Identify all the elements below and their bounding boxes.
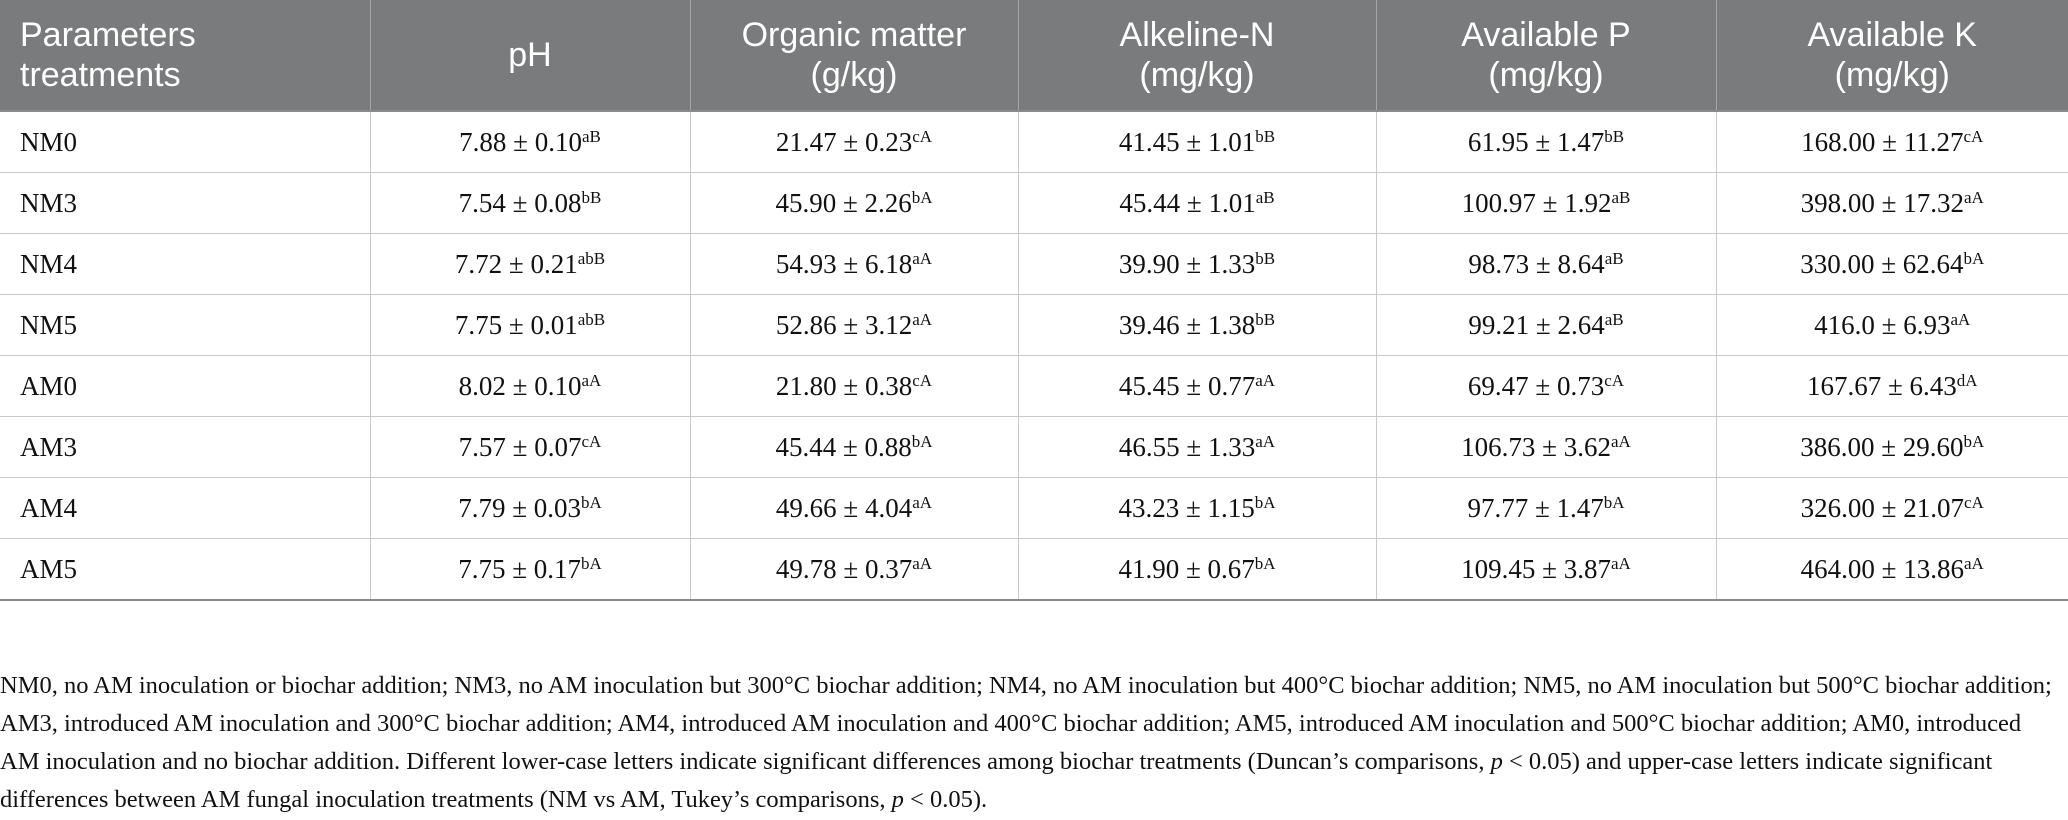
- significance-letters: aA: [1611, 553, 1631, 573]
- significance-letters: aA: [1964, 187, 1984, 207]
- value-text: 46.55 ± 1.33: [1118, 431, 1256, 462]
- organic-matter-cell: [690, 111, 1018, 173]
- ph-cell: [370, 111, 690, 173]
- significance-letters: cA: [912, 126, 933, 146]
- significance-letters: bA: [1254, 553, 1276, 573]
- alkeline-n-cell: [1018, 356, 1376, 417]
- value-text: 39.90 ± 1.33: [1118, 248, 1256, 279]
- ph-cell: [370, 356, 690, 417]
- header-treatments: [0, 0, 370, 111]
- ph-cell: [370, 478, 690, 539]
- available-k-cell: [1716, 234, 2068, 295]
- organic-matter-cell: [690, 295, 1018, 356]
- significance-letters: aB: [581, 126, 601, 146]
- value-text: 97.77 ± 1.47: [1467, 492, 1604, 523]
- ph-cell: [370, 295, 690, 356]
- ph-cell: [370, 234, 690, 295]
- header-row: [0, 0, 2068, 111]
- table-row: [0, 295, 2068, 356]
- organic-matter-cell: [690, 234, 1018, 295]
- table-header: [0, 0, 2068, 111]
- value-text: 43.23 ± 1.15: [1118, 492, 1255, 523]
- header-alkeline-n: [1018, 0, 1376, 111]
- significance-letters: aA: [1611, 431, 1631, 451]
- significance-letters: aA: [1255, 370, 1276, 390]
- header-available-k: [1716, 0, 2068, 111]
- alkeline-n-cell: [1018, 478, 1376, 539]
- alkeline-n-cell: [1018, 111, 1376, 173]
- header-line: treatments: [20, 56, 181, 94]
- organic-matter-cell: [690, 173, 1018, 234]
- alkeline-n-cell: [1018, 234, 1376, 295]
- significance-letters: bB: [1604, 126, 1625, 146]
- value-text: 45.45 ± 0.77: [1118, 370, 1256, 401]
- value-text: 7.54 ± 0.08: [458, 187, 582, 218]
- value-text: 39.46 ± 1.38: [1118, 309, 1256, 340]
- significance-letters: cA: [912, 370, 933, 390]
- available-p-cell: [1376, 295, 1716, 356]
- significance-letters: bA: [1963, 248, 1985, 268]
- treatment-cell: AM0: [0, 356, 370, 417]
- significance-letters: dA: [1956, 370, 1978, 390]
- significance-letters: aA: [581, 370, 602, 390]
- value-text: 168.00 ± 11.27: [1801, 126, 1964, 157]
- footnote-p-symbol: p: [1490, 748, 1503, 775]
- value-text: 7.88 ± 0.10: [459, 126, 582, 157]
- available-p-cell: [1376, 356, 1716, 417]
- alkeline-n-cell: [1018, 417, 1376, 478]
- header-ph: [370, 0, 690, 111]
- value-text: 100.97 ± 1.92: [1461, 187, 1612, 218]
- treatment-cell: NM4: [0, 234, 370, 295]
- header-line: Available K: [1807, 16, 1977, 54]
- organic-matter-cell: [690, 539, 1018, 601]
- table-row: [0, 173, 2068, 234]
- header-line: Available P: [1461, 16, 1631, 54]
- organic-matter-cell: [690, 417, 1018, 478]
- value-text: 464.00 ± 13.86: [1800, 553, 1964, 584]
- treatment-cell: AM5: [0, 539, 370, 601]
- ph-cell: [370, 539, 690, 601]
- header-line: (mg/kg): [1139, 56, 1255, 94]
- organic-matter-cell: [690, 478, 1018, 539]
- significance-letters: bA: [911, 431, 933, 451]
- value-text: 330.00 ± 62.64: [1800, 248, 1964, 279]
- available-p-cell: [1376, 478, 1716, 539]
- available-p-cell: [1376, 417, 1716, 478]
- significance-letters: bA: [581, 492, 602, 512]
- significance-letters: bB: [1255, 248, 1276, 268]
- value-text: 49.78 ± 0.37: [775, 553, 913, 584]
- table-row: [0, 539, 2068, 601]
- significance-letters: bA: [1963, 431, 1985, 451]
- available-k-cell: [1716, 295, 2068, 356]
- value-text: 49.66 ± 4.04: [775, 492, 913, 523]
- significance-letters: aB: [1604, 309, 1624, 329]
- significance-letters: abB: [577, 248, 606, 268]
- significance-letters: aA: [1950, 309, 1971, 329]
- available-k-cell: [1716, 539, 2068, 601]
- header-available-p: [1376, 0, 1716, 111]
- significance-letters: bA: [911, 187, 933, 207]
- significance-letters: cA: [581, 431, 602, 451]
- significance-letters: cA: [1604, 370, 1625, 390]
- table-row: [0, 111, 2068, 173]
- significance-letters: aA: [912, 492, 933, 512]
- value-text: 167.67 ± 6.43: [1806, 370, 1957, 401]
- value-text: 398.00 ± 17.32: [1800, 187, 1964, 218]
- value-text: 326.00 ± 21.07: [1800, 492, 1964, 523]
- significance-letters: aB: [1604, 248, 1624, 268]
- footnote-text: NM0, no AM inoculation or biochar addition; NM3, no AM inoculation but 300°C biochar addition; NM4, no AM inoculation but 400°C biochar addition; NM5, no AM inoculation but 500°C biochar addition; AM3, introduced AM inoculation and 300°C biochar addition; AM4, introduced AM inoculation and 400°C biochar addition; AM5, introduced AM inoculation and 500°C biochar addition; AM0, introduced AM inoculation and no biochar addition. Different lower-case letters indicate significant differences among biochar treatments (Duncan’s comparisons,: [0, 672, 2052, 775]
- significance-letters: aA: [912, 553, 933, 573]
- value-text: 21.47 ± 0.23: [775, 126, 913, 157]
- table-row: [0, 478, 2068, 539]
- significance-letters: abB: [577, 309, 606, 329]
- available-k-cell: [1716, 111, 2068, 173]
- significance-letters: cA: [1964, 492, 1984, 512]
- significance-letters: aA: [912, 309, 933, 329]
- significance-letters: bB: [1255, 309, 1276, 329]
- footnote-text: < 0.05) and upper-case letters indicate significant differences between AM fungal inoculation treatments (NM vs AM, Tukey’s comparisons,: [0, 748, 1993, 813]
- header-line: pH: [508, 36, 552, 74]
- value-text: 45.44 ± 0.88: [775, 431, 912, 462]
- significance-letters: bA: [581, 553, 602, 573]
- value-text: 54.93 ± 6.18: [775, 248, 913, 279]
- value-text: 386.00 ± 29.60: [1800, 431, 1964, 462]
- header-line: (mg/kg): [1488, 56, 1604, 94]
- value-text: 8.02 ± 0.10: [458, 370, 582, 401]
- treatment-cell: AM3: [0, 417, 370, 478]
- table-row: [0, 356, 2068, 417]
- significance-letters: bB: [1255, 126, 1276, 146]
- significance-letters: aB: [1255, 187, 1275, 207]
- value-text: 7.75 ± 0.01: [454, 309, 578, 340]
- header-line: Parameters: [20, 16, 196, 54]
- table-body: [0, 111, 2068, 600]
- significance-letters: aA: [912, 248, 933, 268]
- value-text: 21.80 ± 0.38: [775, 370, 913, 401]
- value-text: 416.0 ± 6.93: [1814, 309, 1951, 340]
- value-text: 69.47 ± 0.73: [1467, 370, 1605, 401]
- value-text: 109.45 ± 3.87: [1461, 553, 1611, 584]
- significance-letters: aA: [1255, 431, 1276, 451]
- value-text: 41.45 ± 1.01: [1118, 126, 1256, 157]
- significance-letters: bA: [1254, 492, 1276, 512]
- significance-letters: aA: [1964, 553, 1984, 573]
- value-text: 99.21 ± 2.64: [1468, 309, 1605, 340]
- alkeline-n-cell: [1018, 173, 1376, 234]
- value-text: 45.44 ± 1.01: [1119, 187, 1256, 218]
- value-text: 45.90 ± 2.26: [775, 187, 912, 218]
- value-text: 7.79 ± 0.03: [458, 492, 582, 523]
- header-line: Alkeline-N: [1119, 16, 1275, 54]
- available-p-cell: [1376, 539, 1716, 601]
- value-text: 7.75 ± 0.17: [458, 553, 582, 584]
- value-text: 98.73 ± 8.64: [1468, 248, 1605, 279]
- value-text: 61.95 ± 1.47: [1467, 126, 1605, 157]
- ph-cell: [370, 173, 690, 234]
- header-organic-matter: [690, 0, 1018, 111]
- available-p-cell: [1376, 111, 1716, 173]
- table-footnote: [0, 667, 2060, 819]
- treatment-cell: AM4: [0, 478, 370, 539]
- significance-letters: bA: [1603, 492, 1625, 512]
- treatment-cell: NM0: [0, 111, 370, 173]
- table-row: [0, 234, 2068, 295]
- value-text: 7.57 ± 0.07: [458, 431, 582, 462]
- available-p-cell: [1376, 173, 1716, 234]
- significance-letters: aB: [1611, 187, 1631, 207]
- header-line: (g/kg): [810, 56, 898, 94]
- significance-letters: bB: [581, 187, 602, 207]
- organic-matter-cell: [690, 356, 1018, 417]
- value-text: 106.73 ± 3.62: [1461, 431, 1611, 462]
- footnote-text: < 0.05).: [903, 786, 988, 813]
- treatment-cell: NM5: [0, 295, 370, 356]
- table-row: [0, 417, 2068, 478]
- alkeline-n-cell: [1018, 295, 1376, 356]
- available-k-cell: [1716, 356, 2068, 417]
- treatment-cell: NM3: [0, 173, 370, 234]
- value-text: 52.86 ± 3.12: [775, 309, 913, 340]
- available-k-cell: [1716, 417, 2068, 478]
- available-k-cell: [1716, 173, 2068, 234]
- value-text: 41.90 ± 0.67: [1118, 553, 1255, 584]
- footnote-p-symbol: p: [891, 786, 904, 813]
- ph-cell: [370, 417, 690, 478]
- available-k-cell: [1716, 478, 2068, 539]
- header-line: (mg/kg): [1834, 56, 1950, 94]
- significance-letters: cA: [1963, 126, 1984, 146]
- alkeline-n-cell: [1018, 539, 1376, 601]
- value-text: 7.72 ± 0.21: [454, 248, 578, 279]
- available-p-cell: [1376, 234, 1716, 295]
- header-line: Organic matter: [741, 16, 967, 54]
